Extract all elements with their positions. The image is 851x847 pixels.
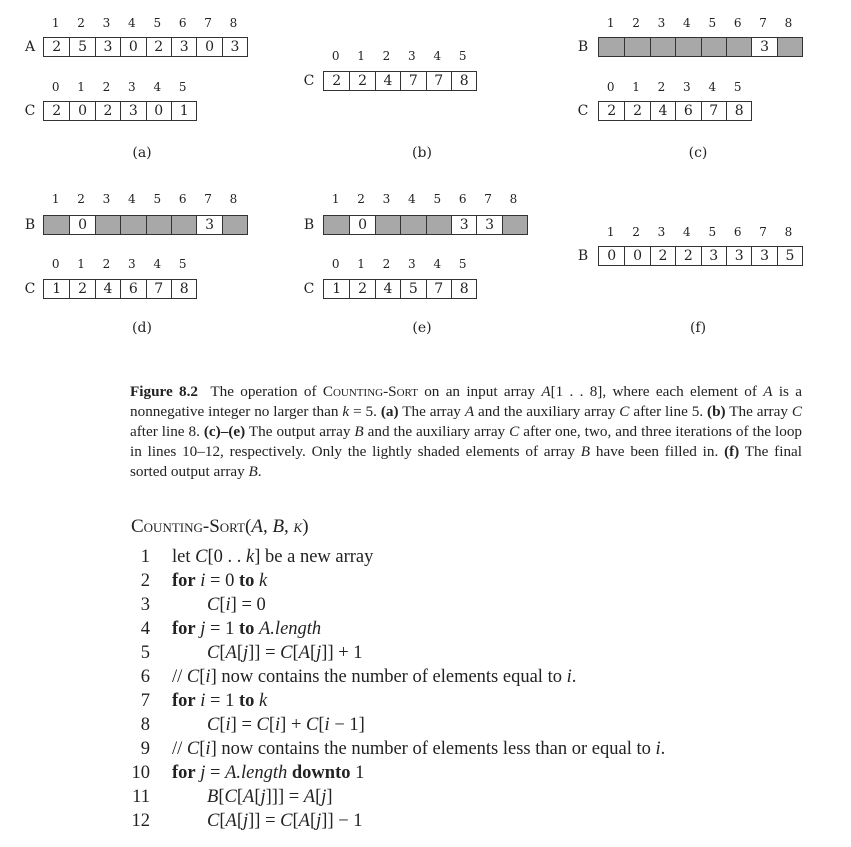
panel-label: (c) [688,145,708,161]
panel-label: (e) [412,320,432,336]
array-cell: 1 [324,280,349,298]
array-cell [701,38,726,56]
line-text: C[i] = 0 [207,595,266,615]
array-cell: 7 [400,72,425,90]
index-label: 4 [153,80,162,94]
index-label: 5 [708,225,717,239]
index-label: 6 [178,16,187,30]
index-label: 5 [153,192,162,206]
code-line [0,785,851,809]
line-text: // C[i] now contains the number of elements less than or equal to i. [172,739,666,759]
index-label: 1 [632,80,640,94]
array-cell: 0 [624,247,649,265]
index-label: 5 [733,80,742,94]
array-cell: 2 [349,72,374,90]
array-cell: 0 [599,247,624,265]
array-cell [44,216,69,234]
index-label: 1 [51,192,60,206]
array-cell: 0 [69,216,94,234]
index-label: 2 [632,225,640,239]
array-cell: 3 [171,38,196,56]
index-label: 1 [331,192,340,206]
array-name: C [24,281,36,297]
array-cell: 2 [95,102,120,120]
array-cell [120,216,145,234]
line-number: 7 [140,691,150,711]
array-cell [146,216,171,234]
line-text: for i = 0 to k [172,571,268,591]
line-number: 1 [140,547,150,567]
array-cell: 8 [451,280,476,298]
index-label: 1 [77,80,85,94]
array-cell: 2 [349,280,374,298]
index-label: 3 [128,80,136,94]
index-label: 5 [178,80,187,94]
array-b-indices [43,192,246,206]
array-cell: 2 [324,72,349,90]
code-line [0,641,851,665]
line-text: C[i] = C[i] + C[i − 1] [207,715,365,735]
array-cell: 0 [69,102,94,120]
index-label: 2 [382,257,391,271]
array-b [598,246,803,266]
array-name: B [303,217,315,233]
index-label: 2 [77,16,85,30]
array-cell: 3 [701,247,726,265]
array-cell: 3 [222,38,247,56]
index-label: 4 [128,192,136,206]
array-name: C [303,281,315,297]
array-cell: 5 [777,247,802,265]
line-text: for j = 1 to A.length [172,619,322,639]
figure-number: Figure 8.2 [130,383,199,400]
array-cell: 3 [751,38,776,56]
array-cell: 3 [120,102,145,120]
array-name: B [577,39,589,55]
index-label: 1 [606,16,615,30]
index-label: 6 [733,16,742,30]
index-label: 2 [77,192,85,206]
array-cell: 3 [751,247,776,265]
array-c [323,71,477,91]
array-b-indices [598,16,801,30]
array-name: B [577,248,589,264]
index-label: 1 [77,257,85,271]
line-number: 2 [140,571,150,591]
array-c [598,101,752,121]
array-cell: 8 [726,102,751,120]
index-label: 4 [153,257,162,271]
index-label: 1 [51,16,60,30]
index-label: 3 [657,225,666,239]
line-number: 11 [132,787,150,807]
array-cell [726,38,751,56]
array-cell [400,216,425,234]
index-label: 2 [382,49,391,63]
line-text: for i = 1 to k [172,691,268,711]
line-number: 3 [140,595,150,615]
index-label: 5 [458,49,467,63]
panel-label: (a) [132,145,152,161]
index-label: 7 [204,192,212,206]
index-label: 8 [229,16,238,30]
array-cell: 7 [426,280,451,298]
code-line [0,713,851,737]
index-label: 2 [632,16,640,30]
array-cell: 3 [95,38,120,56]
index-label: 5 [708,16,717,30]
index-label: 4 [433,49,442,63]
array-cell: 3 [451,216,476,234]
index-label: 4 [683,16,691,30]
array-cell [502,216,527,234]
array-c-indices [598,80,750,94]
array-c [323,279,477,299]
line-text: for j = A.length downto 1 [172,763,365,783]
code-line [0,593,851,617]
array-c-indices [323,49,475,63]
index-label: 0 [606,80,615,94]
index-label: 6 [733,225,742,239]
index-label: 8 [784,225,793,239]
line-number: 4 [140,619,150,639]
array-name: B [24,217,36,233]
index-label: 3 [102,16,111,30]
array-b-indices [323,192,526,206]
array-cell: 3 [196,216,221,234]
index-label: 8 [229,192,238,206]
array-cell: 2 [146,38,171,56]
index-label: 4 [128,16,136,30]
caption-text: The operation of Counting-Sort on an input array A[1 . . 8], where each element of A is a nonnegative integer no larger than k = 5. (a) The array A and the auxiliary array C after line 5. (b) The array C after line 8. (c)–(e) The output array B and the auxiliary array C after one, two, and three iterations of the loop in lines 10–12, respectively. Only the lightly shaded elements of array B have been filled in. (f) The final sorted output array B. [130,383,803,480]
code-line [0,689,851,713]
array-cell [599,38,624,56]
index-label: 5 [433,192,442,206]
index-label: 2 [102,80,111,94]
array-cell [324,216,349,234]
code-line [0,545,851,569]
index-label: 6 [178,192,187,206]
index-label: 3 [408,257,416,271]
code-line [0,617,851,641]
index-label: 3 [102,192,111,206]
array-cell: 2 [599,102,624,120]
array-b [598,37,803,57]
array-cell: 1 [171,102,196,120]
array-cell: 7 [701,102,726,120]
array-cell: 7 [146,280,171,298]
array-cell [222,216,247,234]
line-text: C[A[j]] = C[A[j]] + 1 [207,643,363,663]
index-label: 4 [683,225,691,239]
index-label: 7 [484,192,492,206]
index-label: 1 [357,257,365,271]
line-text: B[C[A[j]]] = A[j] [207,787,333,807]
array-cell: 3 [726,247,751,265]
array-c [43,279,197,299]
array-cell: 4 [95,280,120,298]
array-cell [95,216,120,234]
index-label: 3 [657,16,666,30]
array-b-indices [598,225,801,239]
array-cell: 4 [375,72,400,90]
line-number: 12 [131,811,150,831]
index-label: 5 [178,257,187,271]
array-cell: 1 [44,280,69,298]
array-cell [426,216,451,234]
code-line [0,569,851,593]
array-cell: 2 [44,38,69,56]
line-number: 9 [140,739,150,759]
code-line [0,665,851,689]
array-cell: 2 [624,102,649,120]
array-cell: 4 [375,280,400,298]
index-label: 2 [657,80,666,94]
index-label: 7 [204,16,212,30]
array-cell [675,38,700,56]
array-c-indices [43,80,195,94]
array-c-indices [43,257,195,271]
array-cell: 2 [675,247,700,265]
index-label: 0 [51,257,60,271]
index-label: 3 [128,257,136,271]
index-label: 2 [102,257,111,271]
panel-label: (d) [132,320,152,336]
index-label: 2 [357,192,365,206]
array-name: A [24,39,36,55]
array-cell: 7 [426,72,451,90]
index-label: 7 [759,225,767,239]
index-label: 0 [331,49,340,63]
array-cell: 2 [650,247,675,265]
array-c [43,101,197,121]
index-label: 4 [408,192,416,206]
figure-caption [130,382,802,482]
array-cell [624,38,649,56]
array-cell: 5 [69,38,94,56]
array-c-indices [323,257,475,271]
code-line [0,737,851,761]
index-label: 5 [458,257,467,271]
index-label: 3 [408,49,416,63]
array-cell: 0 [120,38,145,56]
array-cell [375,216,400,234]
array-cell: 2 [69,280,94,298]
index-label: 7 [759,16,767,30]
array-cell [171,216,196,234]
code-line [0,809,851,833]
index-label: 0 [331,257,340,271]
index-label: 3 [683,80,691,94]
index-label: 6 [458,192,467,206]
algorithm-title: Counting-Sort(A, B, k) [131,516,309,537]
array-cell: 5 [400,280,425,298]
array-cell: 0 [146,102,171,120]
code-line [0,761,851,785]
index-label: 8 [784,16,793,30]
line-number: 6 [140,667,150,687]
array-a [43,37,248,57]
array-cell [650,38,675,56]
index-label: 8 [509,192,518,206]
array-name: C [24,103,36,119]
line-number: 8 [140,715,150,735]
array-a-indices [43,16,246,30]
array-cell: 8 [451,72,476,90]
line-text: // C[i] now contains the number of elements equal to i. [172,667,577,687]
line-number: 10 [131,763,150,783]
line-text: C[A[j]] = C[A[j]] − 1 [207,811,363,831]
array-cell [777,38,802,56]
array-cell: 2 [44,102,69,120]
array-b [323,215,528,235]
array-cell: 3 [476,216,501,234]
index-label: 1 [357,49,365,63]
array-name: C [577,103,589,119]
panel-label: (f) [689,320,707,336]
array-b [43,215,248,235]
index-label: 5 [153,16,162,30]
array-name: C [303,73,315,89]
array-cell: 8 [171,280,196,298]
array-cell: 4 [650,102,675,120]
line-number: 5 [140,643,150,663]
array-cell: 6 [675,102,700,120]
array-cell: 0 [349,216,374,234]
index-label: 3 [382,192,391,206]
index-label: 1 [606,225,615,239]
index-label: 4 [708,80,717,94]
line-text: let C[0 . . k] be a new array [172,547,374,567]
index-label: 4 [433,257,442,271]
panel-label: (b) [412,145,432,161]
array-cell: 6 [120,280,145,298]
index-label: 0 [51,80,60,94]
array-cell: 0 [196,38,221,56]
